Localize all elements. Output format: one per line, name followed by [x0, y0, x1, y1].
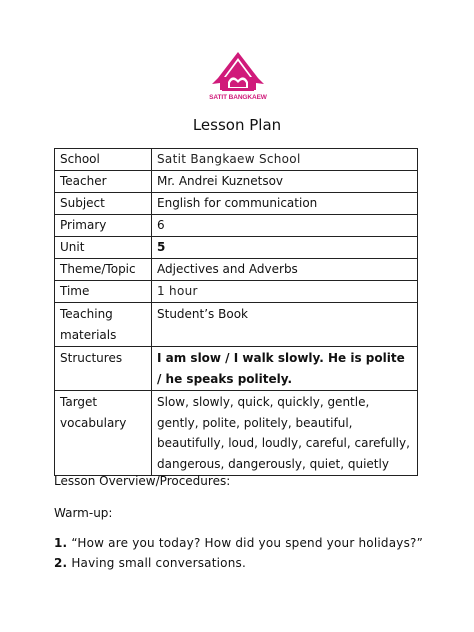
table-row [55, 149, 418, 171]
table-row [55, 303, 418, 347]
table-row [55, 259, 418, 281]
row-label-teacher: Teacher [55, 171, 152, 193]
table-row [55, 215, 418, 237]
table-row [55, 237, 418, 259]
table-row [55, 281, 418, 303]
row-label-theme: Theme/Topic [55, 259, 152, 281]
row-value-materials: Student’s Book [152, 303, 418, 347]
list-item-text: Having small conversations. [71, 556, 246, 570]
row-value-time: 1 hour [152, 281, 418, 303]
list-item [54, 536, 423, 550]
row-label-structures: Structures [55, 347, 152, 391]
warmup-heading: Warm-up: [54, 506, 113, 520]
row-value-primary: 6 [152, 215, 418, 237]
table-row [55, 193, 418, 215]
school-roof-emblem-icon [208, 50, 268, 94]
school-logo [208, 50, 268, 106]
row-label-vocabulary: Target vocabulary [55, 391, 152, 476]
row-label-time: Time [55, 281, 152, 303]
row-label-primary: Primary [55, 215, 152, 237]
logo-text: SATIT BANGKAEW [209, 94, 267, 101]
list-item [54, 556, 246, 570]
row-value-teacher: Mr. Andrei Kuznetsov [152, 171, 418, 193]
row-label-subject: Subject [55, 193, 152, 215]
list-item-number: 2. [54, 556, 68, 570]
table-row [55, 171, 418, 193]
row-value-school: Satit Bangkaew School [152, 149, 418, 171]
row-value-vocabulary: Slow, slowly, quick, quickly, gentle, gently, polite, politely, beautiful, beautifully, loud, loudly, careful, carefully, dangerous, dangerously, quiet, quietly [152, 391, 418, 476]
overview-heading: Lesson Overview/Procedures: [54, 474, 231, 488]
row-value-unit: 5 [152, 237, 418, 259]
row-label-unit: Unit [55, 237, 152, 259]
table-row [55, 391, 418, 476]
row-label-materials: Teaching materials [55, 303, 152, 347]
row-label-school: School [55, 149, 152, 171]
row-value-subject: English for communication [152, 193, 418, 215]
row-value-structures: I am slow / I walk slowly. He is polite / he speaks politely. [152, 347, 418, 391]
list-item-number: 1. [54, 536, 68, 550]
lesson-plan-table [54, 148, 418, 476]
page-title: Lesson Plan [192, 116, 282, 134]
list-item-text: “How are you today? How did you spend your holidays?” [71, 536, 424, 550]
row-value-theme: Adjectives and Adverbs [152, 259, 418, 281]
table-row [55, 347, 418, 391]
